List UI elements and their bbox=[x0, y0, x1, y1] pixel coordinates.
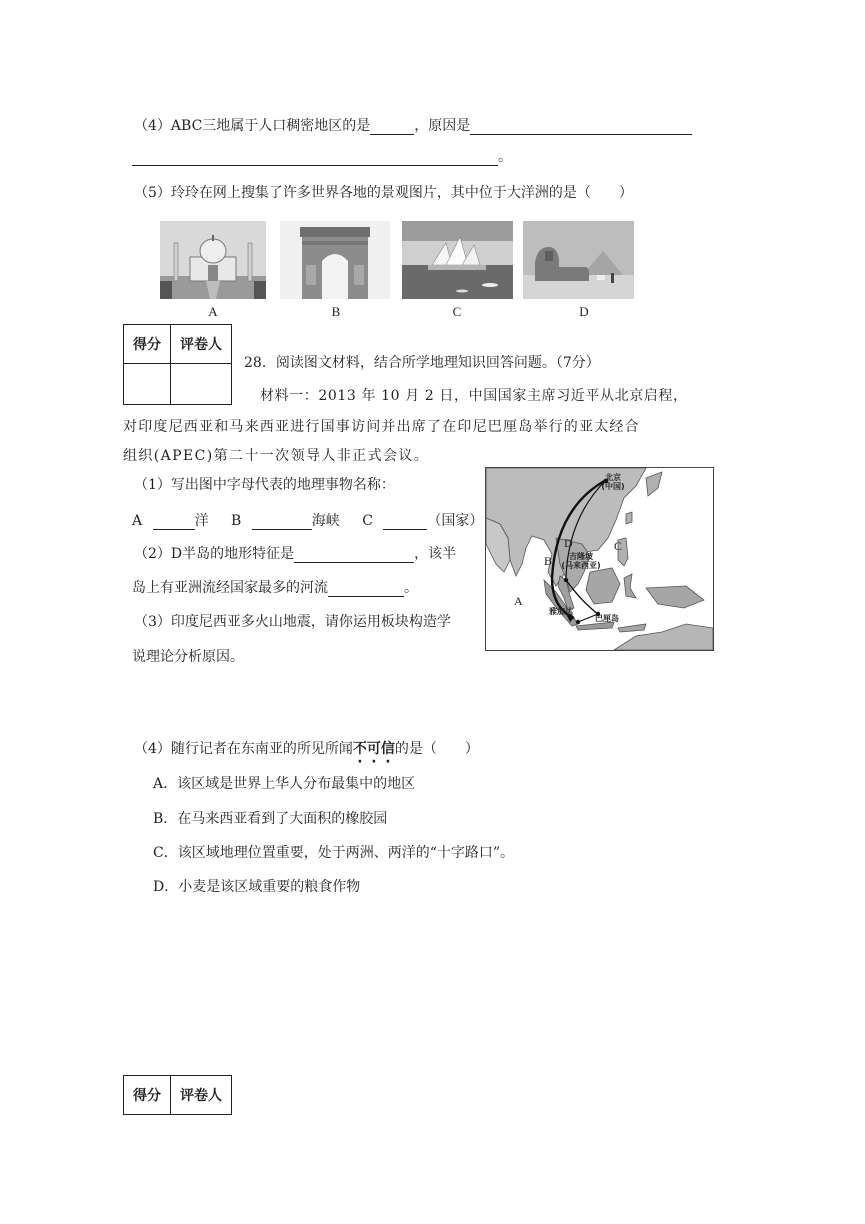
q28-part1: （1）写出图中字母代表的地理事物名称： bbox=[134, 477, 395, 493]
answer-blank-c[interactable] bbox=[383, 515, 427, 530]
option-d: D．小麦是该区域重要的粮食作物 bbox=[153, 879, 361, 895]
arc-de-triomphe-photo bbox=[280, 221, 390, 299]
answer-blank[interactable] bbox=[370, 120, 414, 135]
photo-caption-d: D bbox=[579, 304, 589, 319]
emphasis-char: 不 bbox=[352, 741, 367, 757]
photo-caption-a: A bbox=[208, 304, 218, 319]
answer-blank-a[interactable] bbox=[153, 515, 195, 530]
q28-part2-line2: 岛上有亚洲流经国家最多的河流 。 bbox=[132, 580, 418, 596]
map-label-beijing: 北京 bbox=[605, 473, 621, 482]
map-label-china: (中国) bbox=[601, 482, 625, 491]
map-letter-a: A bbox=[514, 594, 523, 608]
sphinx-photo bbox=[523, 221, 634, 299]
q28-part1-answers: A 洋 B 海峡 C （国家） bbox=[132, 513, 484, 529]
emphasis-char: 信 bbox=[380, 741, 395, 757]
score-cell[interactable] bbox=[124, 364, 171, 405]
score-table bbox=[123, 324, 232, 405]
answer-blank[interactable] bbox=[328, 582, 404, 597]
map-letter-b: B bbox=[544, 554, 553, 568]
q28-title: 28．阅读图文材料，结合所学地理知识回答问题。（7分） bbox=[244, 355, 600, 371]
q27-part5: （5）玲玲在网上搜集了许多世界各地的景观图片，其中位于大洋洲的是（ ） bbox=[134, 185, 633, 201]
map-label-jakarta: 雅加达 bbox=[549, 607, 573, 616]
southeast-asia-map bbox=[485, 467, 714, 651]
q28-part3: （3）印度尼西亚多火山地震，请你运用板块构造学 bbox=[134, 614, 451, 630]
q28-material-line1: 材料一：2013 年 10 月 2 日，中国国家主席习近平从北京启程， bbox=[260, 388, 688, 404]
photo-caption-b: B bbox=[331, 304, 341, 319]
option-c: C．该区域地理位置重要，处于两洲、两洋的“十字路口”。 bbox=[153, 845, 515, 861]
map-label-kuala-lumpur: 吉隆坡 bbox=[569, 552, 593, 561]
q28-part2: （2）D半岛的地形特征是 ，该半 bbox=[134, 546, 457, 562]
map-letter-d: D bbox=[564, 536, 573, 550]
map-label-bali: 巴厘岛 bbox=[595, 614, 619, 623]
q27-part4: （4）ABC三地属于人口稠密地区的是 ，原因是 bbox=[134, 115, 692, 135]
answer-blank[interactable] bbox=[294, 548, 414, 563]
answer-blank[interactable] bbox=[470, 120, 692, 135]
q28-part3-line2: 说理论分析原因。 bbox=[132, 649, 244, 665]
emphasis-char: 可 bbox=[366, 741, 381, 757]
map-letter-c: C bbox=[614, 539, 623, 553]
option-a: A．该区域是世界上华人分布最集中的地区 bbox=[153, 776, 416, 792]
photo-caption-c: C bbox=[452, 304, 462, 319]
answer-blank[interactable] bbox=[132, 151, 498, 166]
grader-cell[interactable] bbox=[171, 364, 232, 405]
taj-mahal-photo bbox=[160, 221, 266, 299]
score-header: 得分 bbox=[124, 325, 171, 364]
map-label-malaysia: (马来西亚) bbox=[561, 561, 601, 570]
q28-material-line2: 对印度尼西亚和马来西亚进行国事访问并出席了在印尼巴厘岛举行的亚太经合 bbox=[123, 419, 640, 435]
q27-part4-line2: 。 bbox=[132, 146, 512, 166]
grader-header: 评卷人 bbox=[171, 1076, 232, 1115]
score-table-2 bbox=[123, 1075, 232, 1115]
grader-header: 评卷人 bbox=[171, 325, 232, 364]
answer-blank-b[interactable] bbox=[252, 515, 312, 530]
q28-part4: （4）随行记者在东南亚的所见所闻不可信的是（ ） bbox=[134, 738, 479, 758]
q28-material-line3: 组织(APEC)第二十一次领导人非正式会议。 bbox=[123, 448, 430, 464]
option-b: B．在马来西亚看到了大面积的橡胶园 bbox=[153, 811, 388, 827]
sydney-opera-house-photo bbox=[402, 221, 513, 299]
score-header: 得分 bbox=[124, 1076, 171, 1115]
